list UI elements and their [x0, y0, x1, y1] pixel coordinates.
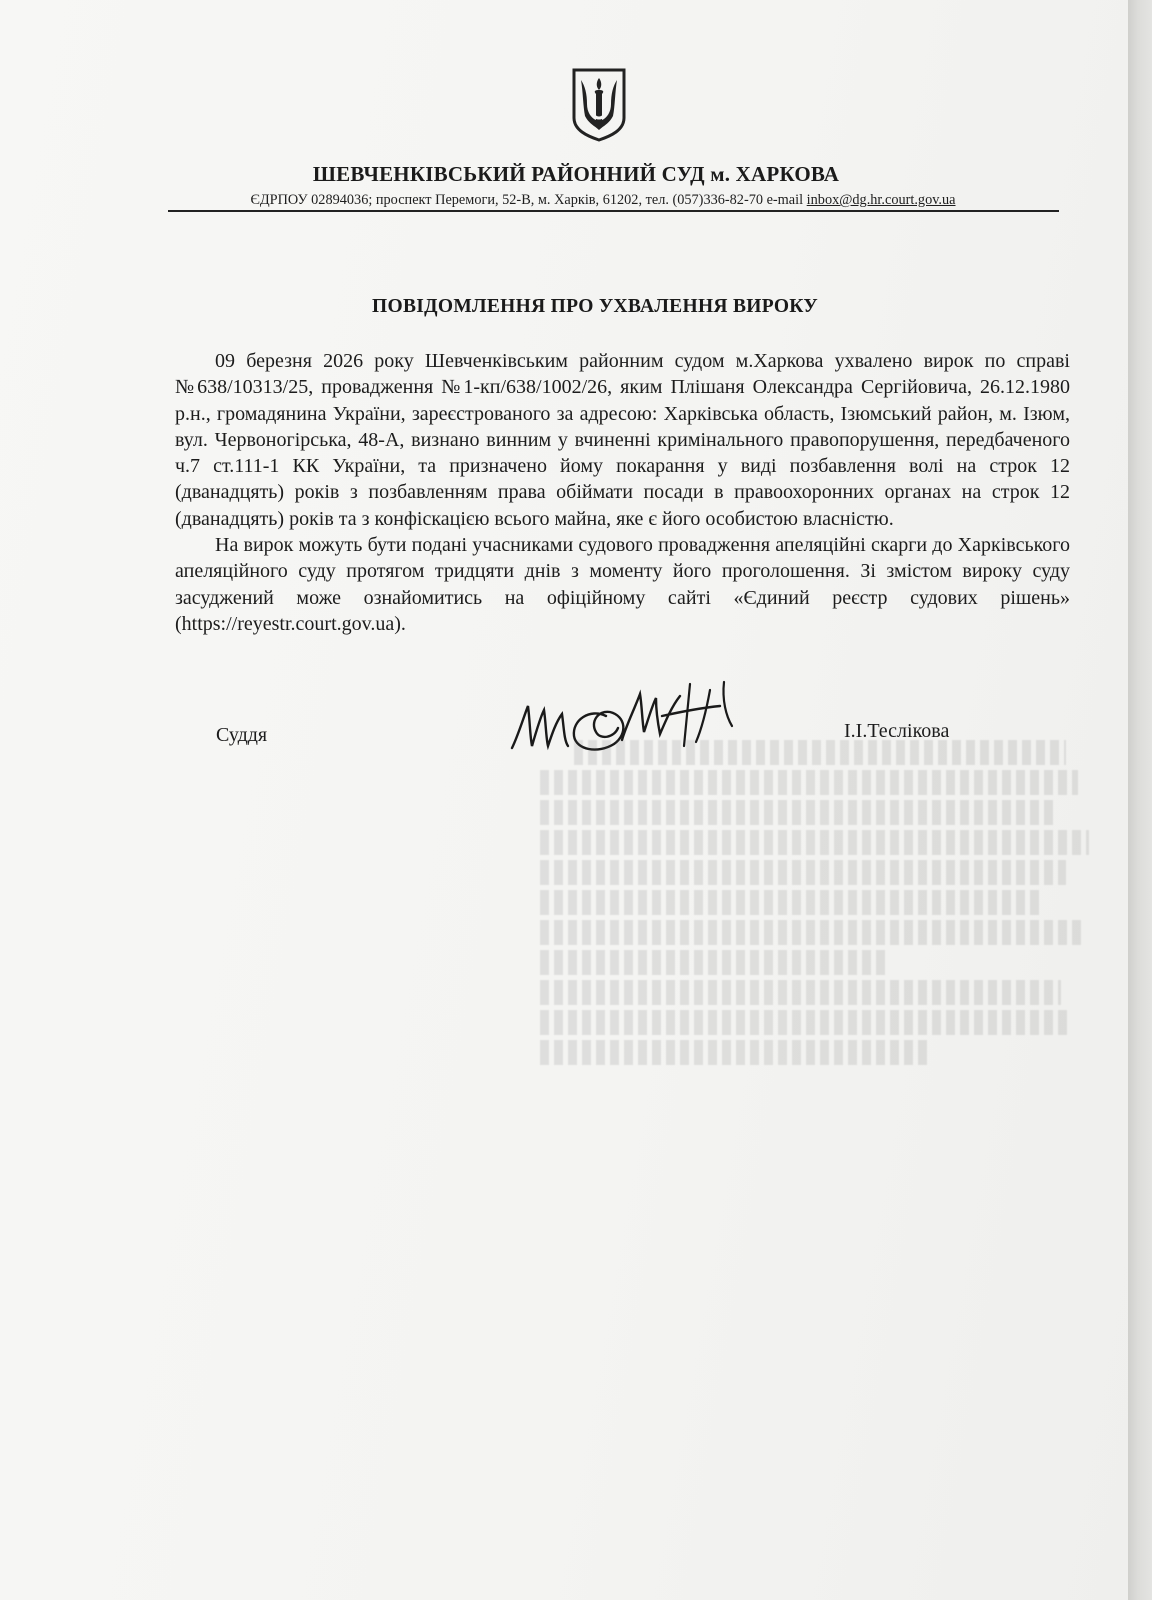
document-body	[175, 348, 1070, 637]
verdict-paragraph: 09 березня 2026 року Шевченківським районним судом м.Харкова ухвалено вирок по справі №638/10313/25, провадження №1-кп/638/1002/26, яким Плішаня Олександра Сергійовича, 26.12.1980 р.н., громадянина України, зареєстрованого за адресою: Харківська область, Ізюмський район, м. Ізюм, вул. Червоногірська, 48-А, визнано винним у вчиненні кримінального правопорушення, передбаченого ч.7 ст.111-1 КК України, та призначено йому покарання у виді позбавлення волі на строк 12 (дванадцять) років з позбавленням права обіймати посади в правоохоронних органах на строк 12 (дванадцять) років та з конфіскацією всього майна, яке є його особистою власністю.	[175, 350, 1070, 530]
appeal-paragraph: На вирок можуть бути подані учасниками судового провадження апеляційні скарги до Харківського апеляційного суду протягом тридцяти днів з моменту його проголошення. Зі змістом вироку суду засуджений може ознайомитись на офіційному сайті «Єдиний реєстр судових рішень» (https://reyestr.court.gov.ua).	[175, 534, 1070, 635]
reverse-side-bleed-through	[540, 740, 1100, 1070]
ukraine-trident-emblem-icon	[571, 68, 627, 142]
table-surface	[1128, 0, 1152, 1600]
court-contacts	[168, 192, 1038, 209]
header-divider	[168, 210, 1059, 212]
judge-label: Суддя	[216, 724, 268, 746]
document-title: ПОВІДОМЛЕННЯ ПРО УХВАЛЕННЯ ВИРОКУ	[372, 296, 818, 317]
court-name: ШЕВЧЕНКІВСЬКИЙ РАЙОННИЙ СУД м. ХАРКОВА	[312, 162, 840, 186]
court-email: inbox@dg.hr.court.gov.ua	[806, 192, 956, 208]
judge-name: І.І.Теслікова	[844, 720, 950, 742]
court-contacts-text: ЄДРПОУ 02894036; проспект Перемоги, 52-В, м. Харків, 61202, тел. (057)336-82-70 e-mail	[250, 192, 807, 208]
